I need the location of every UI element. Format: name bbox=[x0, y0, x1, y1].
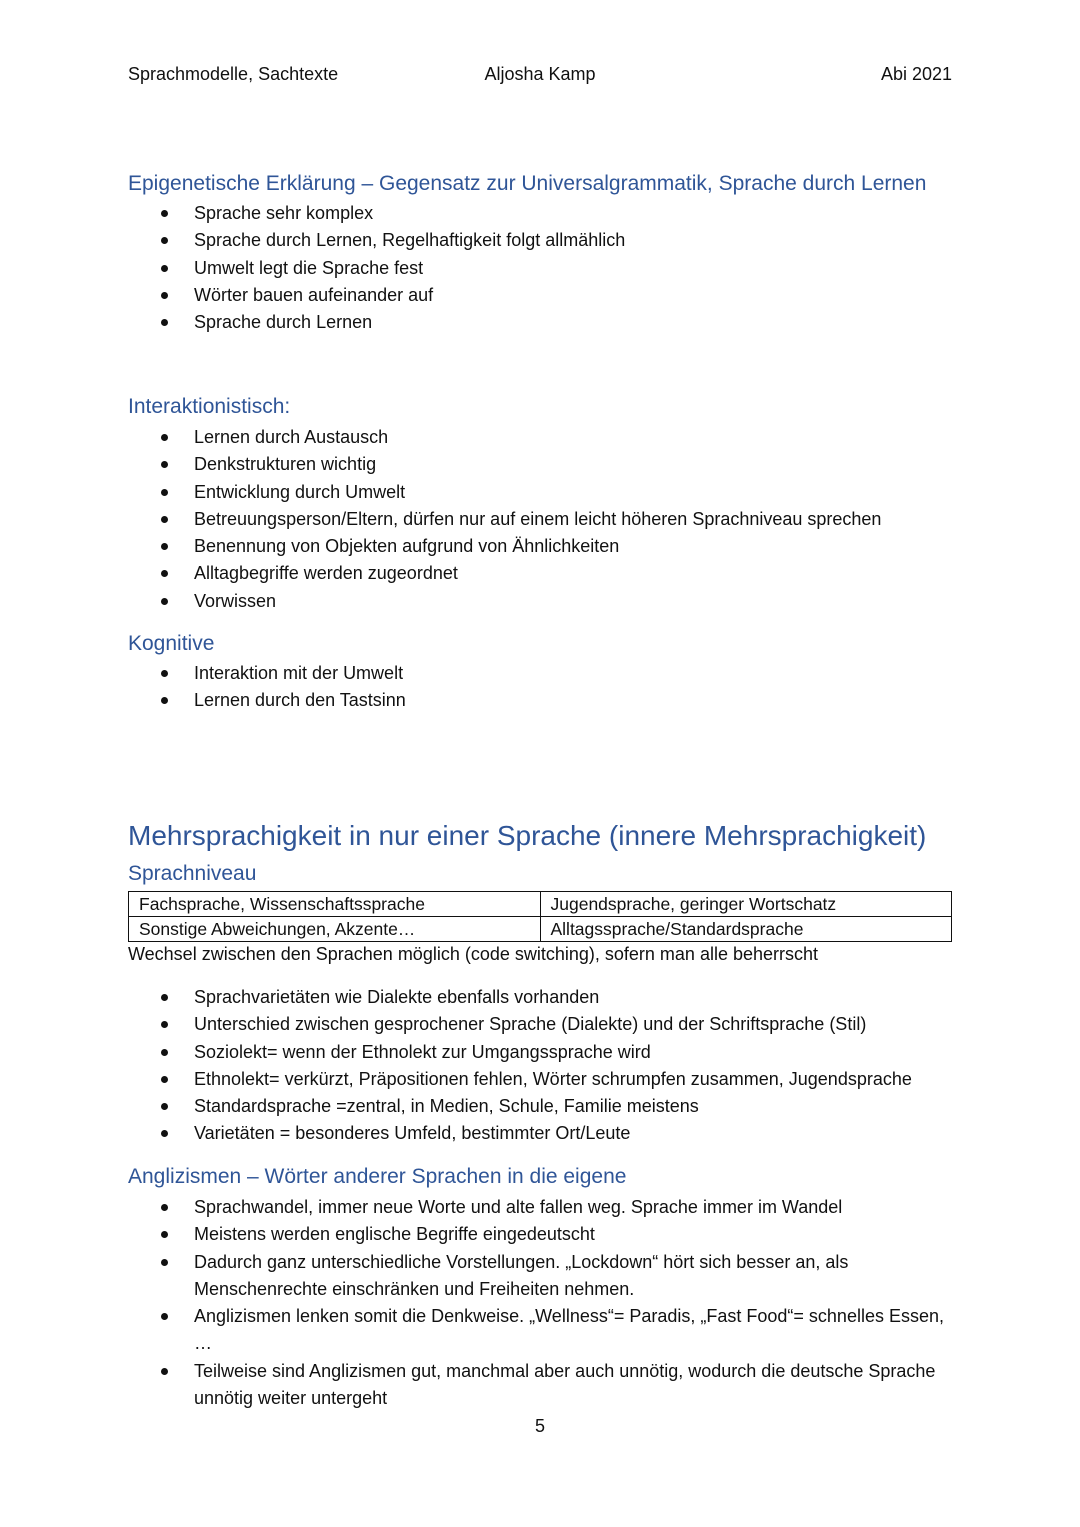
list-interaktionistisch bbox=[128, 424, 958, 615]
list-item: Teilweise sind Anglizismen gut, manchmal aber auch unnötig, wodurch die deutsche Sprache unnötig weiter untergeht bbox=[128, 1358, 958, 1413]
list-item: Wörter bauen aufeinander auf bbox=[128, 282, 958, 309]
list-item: Unterschied zwischen gesprochener Sprache (Dialekte) und der Schriftsprache (Stil) bbox=[128, 1011, 958, 1038]
list-item: Lernen durch Austausch bbox=[128, 424, 958, 451]
page-header bbox=[128, 64, 952, 90]
list-item: Vorwissen bbox=[128, 588, 958, 615]
list-item: Umwelt legt die Sprache fest bbox=[128, 255, 958, 282]
code-switching-note: Wechsel zwischen den Sprachen möglich (code switching), sofern man alle beherrscht bbox=[128, 944, 819, 964]
header-left: Sprachmodelle, Sachtexte bbox=[128, 64, 339, 84]
heading-sprachniveau: Sprachniveau bbox=[128, 862, 257, 885]
heading-epigenetisch: Epigenetische Erklärung – Gegensatz zur Universalgrammatik, Sprache durch Lernen bbox=[128, 172, 927, 195]
table-cell: Jugendsprache, geringer Wortschatz bbox=[540, 892, 952, 917]
list-item: Sprache durch Lernen, Regelhaftigkeit folgt allmählich bbox=[128, 227, 958, 254]
list-item: Entwicklung durch Umwelt bbox=[128, 479, 958, 506]
table-row bbox=[129, 917, 952, 942]
list-item: Interaktion mit der Umwelt bbox=[128, 660, 958, 687]
list-item: Standardsprache =zentral, in Medien, Schule, Familie meistens bbox=[128, 1093, 958, 1120]
table-cell: Sonstige Abweichungen, Akzente… bbox=[129, 917, 541, 942]
list-epigenetisch bbox=[128, 200, 958, 336]
list-item: Varietäten = besonderes Umfeld, bestimmter Ort/Leute bbox=[128, 1120, 958, 1147]
list-item: Sprache durch Lernen bbox=[128, 309, 958, 336]
heading-kognitive: Kognitive bbox=[128, 632, 215, 655]
list-mehrsprachigkeit bbox=[128, 984, 958, 1148]
heading-anglizismen: Anglizismen – Wörter anderer Sprachen in die eigene bbox=[128, 1165, 627, 1188]
list-item: Sprachwandel, immer neue Worte und alte fallen weg. Sprache immer im Wandel bbox=[128, 1194, 958, 1221]
list-item: Soziolekt= wenn der Ethnolekt zur Umgangssprache wird bbox=[128, 1039, 958, 1066]
heading-interaktionistisch: Interaktionistisch: bbox=[128, 395, 291, 418]
list-item: Dadurch ganz unterschiedliche Vorstellungen. „Lockdown“ hört sich besser an, als Menschenrechte einschränken und Freiheiten nehmen. bbox=[128, 1249, 958, 1304]
page-number: 5 bbox=[534, 1416, 545, 1436]
list-item: Sprache sehr komplex bbox=[128, 200, 958, 227]
list-item: Sprachvarietäten wie Dialekte ebenfalls vorhanden bbox=[128, 984, 958, 1011]
list-item: Lernen durch den Tastsinn bbox=[128, 687, 958, 714]
sprachniveau-table bbox=[128, 891, 952, 942]
list-item: Alltagbegriffe werden zugeordnet bbox=[128, 560, 958, 587]
list-item: Betreuungsperson/Eltern, dürfen nur auf einem leicht höheren Sprachniveau sprechen bbox=[128, 506, 958, 533]
list-item: Ethnolekt= verkürzt, Präpositionen fehlen, Wörter schrumpfen zusammen, Jugendsprache bbox=[128, 1066, 958, 1093]
table-cell: Alltagssprache/Standardsprache bbox=[540, 917, 952, 942]
list-anglizismen bbox=[128, 1194, 958, 1412]
list-item: Anglizismen lenken somit die Denkweise. „Wellness“= Paradis, „Fast Food“= schnelles Essen, … bbox=[128, 1303, 958, 1358]
list-kognitive bbox=[128, 660, 958, 715]
header-right: Abi 2021 bbox=[880, 64, 952, 84]
section-title-mehrsprachigkeit: Mehrsprachigkeit in nur einer Sprache (innere Mehrsprachigkeit) bbox=[128, 820, 927, 851]
table-cell: Fachsprache, Wissenschaftssprache bbox=[129, 892, 541, 917]
list-item: Denkstrukturen wichtig bbox=[128, 451, 958, 478]
table-row bbox=[129, 892, 952, 917]
list-item: Benennung von Objekten aufgrund von Ähnlichkeiten bbox=[128, 533, 958, 560]
header-center: Aljosha Kamp bbox=[484, 64, 596, 84]
list-item: Meistens werden englische Begriffe eingedeutscht bbox=[128, 1221, 958, 1248]
